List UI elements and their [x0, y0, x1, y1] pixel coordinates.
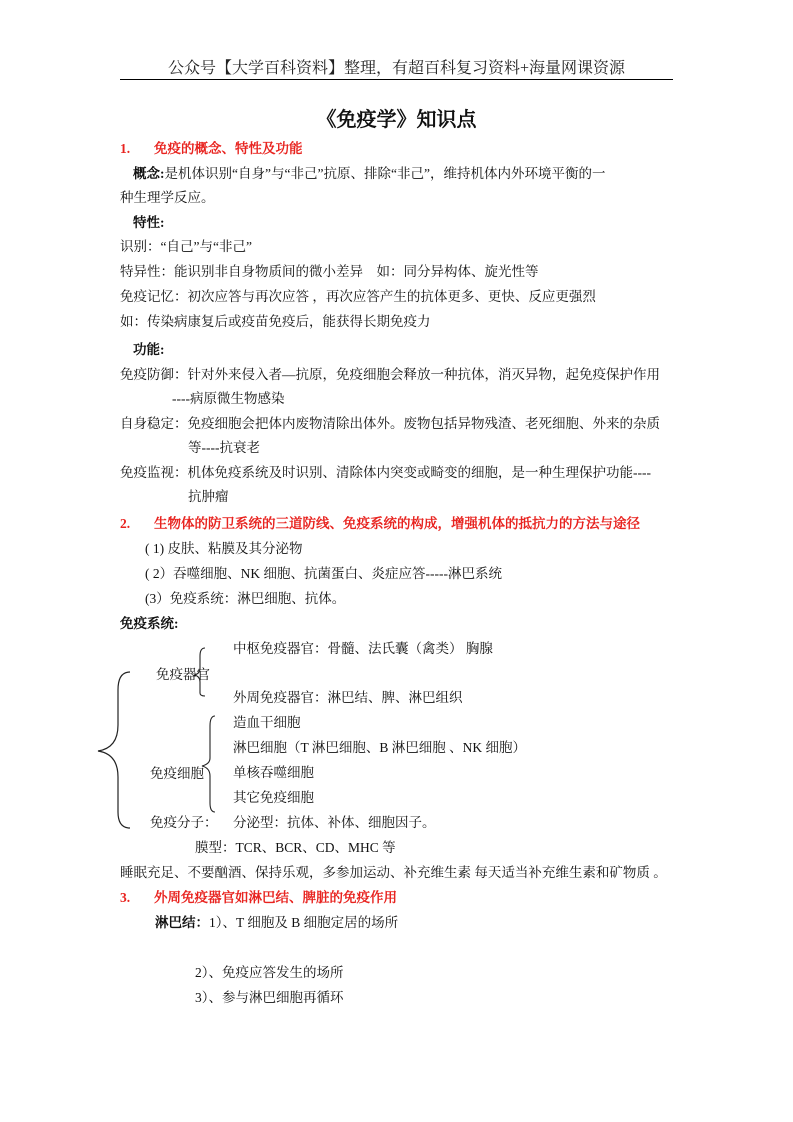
section-number: 1.: [120, 141, 131, 156]
trait-item: 如：传染病康复后或疫苗免疫后，能获得长期免疫力: [120, 314, 431, 329]
cells-label: 免疫细胞: [150, 766, 204, 781]
trait-item: 特异性：能识别非自身物质间的微小差异 如：同分异构体、旋光性等: [120, 264, 539, 279]
functions-label: 功能:: [133, 342, 165, 357]
document-title: 《免疫学》知识点: [316, 109, 477, 131]
cell-item: 单核吞噬细胞: [233, 765, 314, 780]
function-item-cont: ----病原微生物感染: [172, 391, 285, 406]
trait-item: 识别：“自己”与“非己”: [120, 239, 252, 254]
cell-item: 淋巴细胞（T 淋巴细胞、B 淋巴细胞 、NK 细胞）: [233, 740, 527, 755]
function-item-cont: 抗肿瘤: [188, 489, 229, 504]
function-item: 免疫监视：机体免疫系统及时识别、清除体内突变或畸变的细胞，是一种生理保护功能----: [120, 465, 651, 480]
traits-label: 特性:: [133, 215, 165, 230]
cell-item: 其它免疫细胞: [233, 790, 314, 805]
central-organs: 中枢免疫器官：骨髓、法氏囊（禽类） 胸腺: [233, 641, 493, 656]
section-title: 外周免疫器官如淋巴结、脾脏的免疫作用: [154, 890, 397, 905]
function-item: 免疫防御：针对外来侵入者—抗原，免疫细胞会释放一种抗体，消灭异物，起免疫保护作用: [120, 367, 660, 382]
function-item-cont: 等----抗衰老: [188, 440, 260, 455]
concept-text: 是机体识别“自身”与“非己”抗原、排除“非己”，维持机体内外环境平衡的一: [164, 166, 606, 181]
function-item: 自身稳定：免疫细胞会把体内废物清除出体外。废物包括异物残渣、老死细胞、外来的杂质: [120, 416, 660, 431]
membrane-molecules: 膜型：TCR、BCR、CD、MHC 等: [195, 840, 396, 855]
section-number: 2.: [120, 516, 131, 531]
section-title: 免疫的概念、特性及功能: [154, 141, 303, 156]
secreted-molecules: 分泌型：抗体、补体、细胞因子。: [233, 815, 436, 830]
defense-line: (3）免疫系统：淋巴细胞、抗体。: [145, 591, 346, 606]
advice-line: 睡眠充足、不要酗酒、保持乐观，多参加运动、补充维生素 每天适当补充维生素和矿物质 。: [120, 865, 667, 880]
lymph-node-item: 1）、T 细胞及 B 细胞定居的场所: [209, 915, 399, 930]
organs-label: 免疫器官: [156, 667, 210, 682]
lymph-node-item: 2）、免疫应答发生的场所: [195, 965, 344, 980]
concept-label: 概念:: [133, 166, 165, 181]
defense-line: ( 1) 皮肤、粘膜及其分泌物: [145, 541, 303, 556]
section-number: 3.: [120, 890, 131, 905]
peripheral-organs: 外周免疫器官：淋巴结、脾、淋巴组织: [233, 690, 463, 705]
section-3-heading: [120, 889, 397, 907]
trait-item: 免疫记忆：初次应答与再次应答 ，再次应答产生的抗体更多、更快、反应更强烈: [120, 289, 596, 304]
concept-text-cont: 种生理学反应。: [120, 190, 215, 205]
lymph-node-label: 淋巴结：: [155, 915, 209, 930]
lymph-node-line: [155, 914, 398, 932]
main-brace-icon: [98, 672, 130, 828]
immune-system-label: 免疫系统:: [120, 616, 179, 631]
section-title: 生物体的防卫系统的三道防线、免疫系统的构成，增强机体的抵抗力的方法与途径: [154, 516, 640, 531]
lymph-node-item: 3）、参与淋巴细胞再循环: [195, 990, 344, 1005]
page-header: 公众号【大学百科资料】整理，有超百科复习资料+海量网课资源: [167, 60, 626, 77]
defense-line: ( 2）吞噬细胞、NK 细胞、抗菌蛋白、炎症应答-----淋巴系统: [145, 566, 502, 581]
molecules-label: 免疫分子：: [150, 815, 218, 830]
cells-brace-icon: [202, 716, 215, 812]
cell-item: 造血干细胞: [233, 715, 301, 730]
